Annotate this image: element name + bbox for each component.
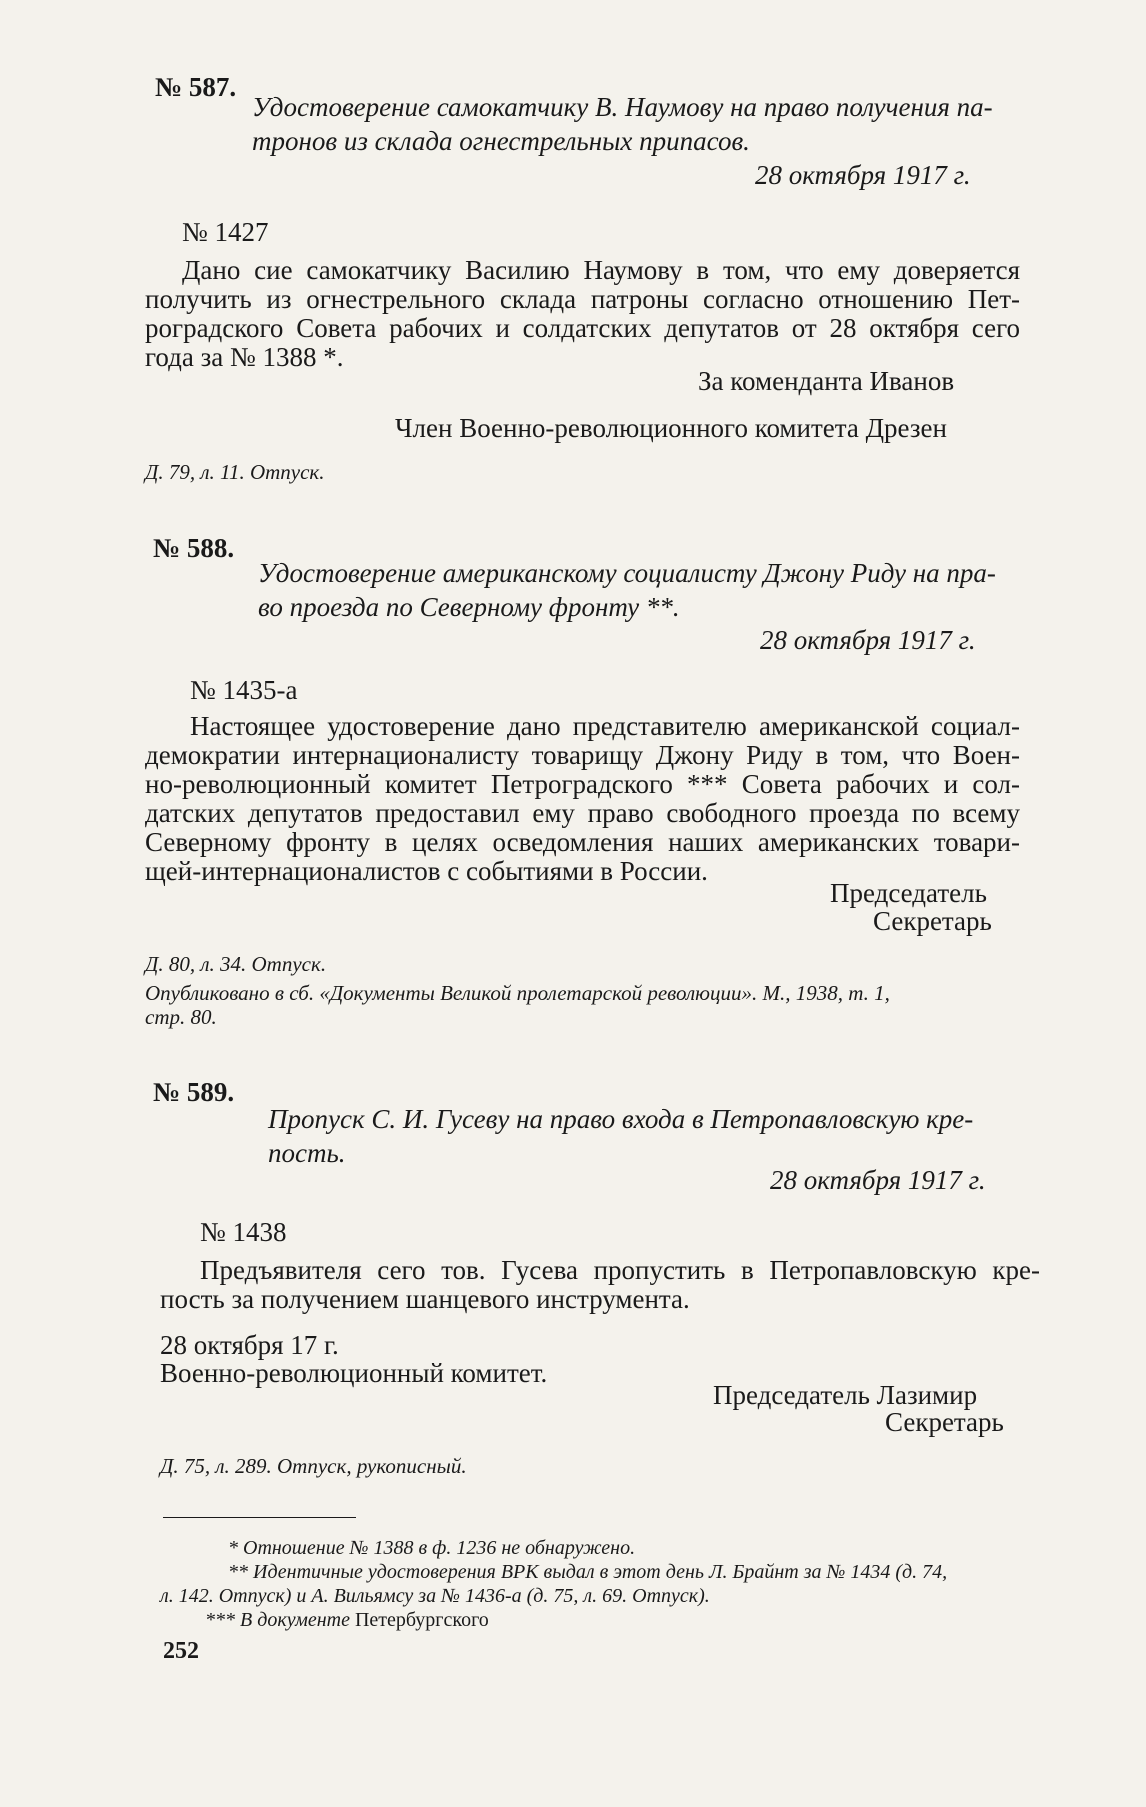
doc-587-body-line: получить из огнестрельного склада патроны согласно отношению Пет- — [145, 284, 1020, 314]
doc-589-body — [160, 1256, 1040, 1314]
doc-587-body-line: года за № 1388 *. — [145, 342, 344, 372]
footnotes — [160, 1536, 1030, 1632]
doc-588-published-line-1: Опубликовано в сб. «Документы Великой пролетарской революции». М., 1938, т. 1, — [145, 981, 890, 1005]
doc-589-date-line: 28 октября 17 г. — [160, 1330, 339, 1360]
doc-589-number: № 589. — [153, 1077, 235, 1107]
doc-587-body-line: роградского Совета рабочих и солдатских депутатов от 28 октября сего — [145, 313, 1020, 343]
doc-589-title — [268, 1102, 973, 1170]
doc-588-source: Д. 80, л. 34. Отпуск. — [145, 952, 327, 976]
footnote-2-line-2: л. 142. Отпуск) и А. Вильямсу за № 1436-а (д. 75, л. 69. Отпуск). — [160, 1585, 710, 1607]
doc-587-title — [252, 90, 993, 158]
doc-588-number: № 588. — [153, 533, 235, 563]
doc-587-body-line: Дано сие самокатчику Василию Наумову в том, что ему доверяется — [182, 255, 1020, 285]
doc-588-signature-1: Председатель — [830, 878, 987, 908]
doc-589-title-line-2: пость. — [268, 1138, 346, 1168]
doc-589-reg-number: № 1438 — [200, 1217, 287, 1247]
footnote-3-word: Петербургского — [354, 1609, 489, 1631]
doc-589-committee: Военно-революционный комитет. — [160, 1358, 548, 1388]
doc-587-signature-2: Член Военно-революционного комитета Дрезен — [395, 413, 947, 443]
doc-589-signature-1: Председатель Лазимир — [713, 1380, 978, 1410]
doc-588-title-line-2: во проезда по Северному фронту **. — [258, 592, 680, 622]
doc-589-title-line-1: Пропуск С. И. Гусеву на право входа в Петропавловскую кре- — [268, 1104, 974, 1134]
doc-588-body-line: Настоящее удостоверение дано представителю американской социал- — [190, 711, 1020, 741]
doc-588-date: 28 октября 1917 г. — [760, 625, 976, 655]
doc-587-signature-1: За коменданта Иванов — [698, 366, 955, 396]
doc-588-body-line: но-революционный комитет Петроградского *** Совета рабочих и сол- — [145, 769, 1020, 799]
doc-588-signature-2: Секретарь — [873, 906, 992, 936]
page-number: 252 — [163, 1638, 199, 1664]
doc-587-body — [145, 256, 1020, 372]
doc-589-date: 28 октября 1917 г. — [770, 1165, 986, 1195]
doc-587-reg-number: № 1427 — [182, 217, 269, 247]
doc-589-signature-2: Секретарь — [885, 1407, 1004, 1437]
doc-588-body-line: щей-интернационалистов с событиями в России. — [145, 856, 708, 886]
footnote-1: * Отношение № 1388 в ф. 1236 не обнаружено. — [228, 1537, 636, 1559]
doc-588-body-line: демократии интернационалисту товарищу Джону Риду в том, что Воен- — [145, 740, 1020, 770]
doc-587-date: 28 октября 1917 г. — [755, 160, 971, 190]
doc-588-title-line-1: Удостоверение американскому социалисту Джону Риду на пра- — [258, 558, 996, 588]
doc-588-body-line: Северному фронту в целях осведомления наших американских товари- — [145, 827, 1020, 857]
footnote-2-line-1: ** Идентичные удостоверения ВРК выдал в этот день Л. Брайнт за № 1434 (д. 74, — [228, 1561, 948, 1583]
doc-588-title — [258, 556, 996, 624]
doc-589-body-line: пость за получением шанцевого инструмента. — [160, 1284, 690, 1314]
footnote-divider — [163, 1517, 356, 1518]
doc-587-title-line-1: Удостоверение самокатчику В. Наумову на право получения па- — [252, 92, 993, 122]
doc-589-body-line: Предъявителя сего тов. Гусева пропустить в Петропавловскую кре- — [200, 1255, 1040, 1285]
doc-588-reg-number: № 1435-а — [190, 675, 298, 705]
doc-588-published — [145, 981, 890, 1029]
doc-587-title-line-2: тронов из склада огнестрельных припасов. — [252, 126, 750, 156]
doc-587-source: Д. 79, л. 11. Отпуск. — [145, 460, 325, 484]
doc-588-published-line-2: стр. 80. — [145, 1005, 217, 1029]
footnote-3 — [160, 1608, 1030, 1632]
doc-587-number: № 587. — [155, 72, 237, 102]
doc-588-body — [145, 712, 1020, 886]
doc-588-body-line: датских депутатов предоставил ему право свободного проезда по всему — [145, 798, 1020, 828]
footnote-3-marker: *** В документе — [205, 1609, 350, 1631]
doc-589-source: Д. 75, л. 289. Отпуск, рукописный. — [160, 1454, 467, 1478]
